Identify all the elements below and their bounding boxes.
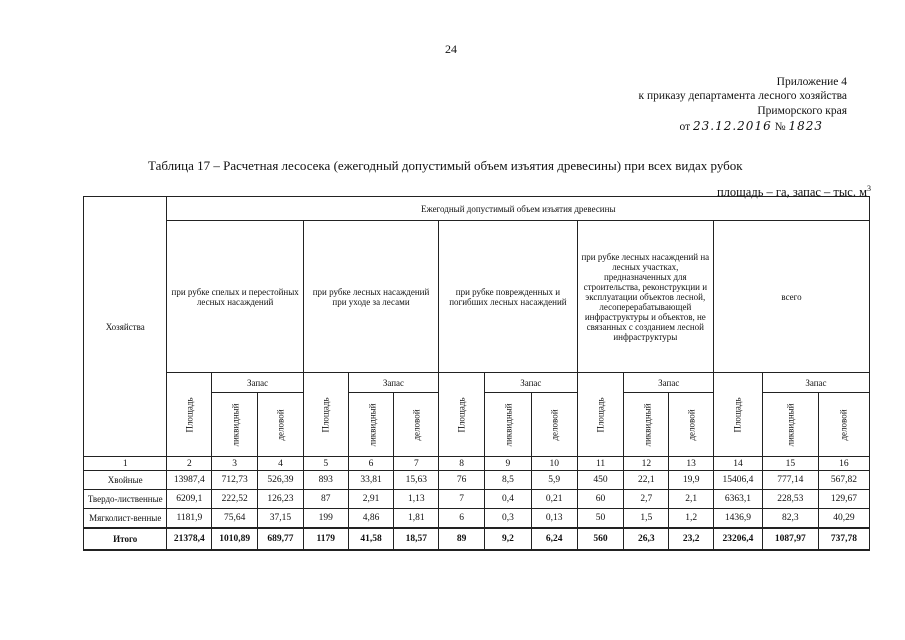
stock-header: Запас (348, 373, 439, 393)
area-header (303, 373, 348, 457)
area-label: Площадь (320, 396, 331, 433)
business-label: деловой (686, 408, 697, 441)
table-cell: 23206,4 (714, 528, 763, 550)
table-cell: 89 (439, 528, 485, 550)
row-label: Твердо-лиственные (84, 490, 167, 509)
page-number: 24 (445, 42, 457, 56)
header-farms: Хозяйства (84, 197, 167, 457)
table-title: Таблица 17 – Расчетная лесосека (ежегодный допустимый объем изъятия древесины) при всех видах рубок (148, 158, 743, 173)
table-cell: 26,3 (624, 528, 669, 550)
total-label: Итого (84, 528, 167, 550)
area-label: Площадь (595, 396, 606, 433)
area-label: Площадь (456, 396, 467, 433)
table-cell: 737,78 (818, 528, 869, 550)
stock-header: Запас (485, 373, 578, 393)
column-number: 2 (167, 457, 212, 471)
table-cell: 8,5 (485, 471, 532, 490)
appendix-region-line: Приморского края (757, 105, 847, 117)
liquid-label: ликвидный (503, 402, 514, 447)
handwritten-date: 23.12.2016 (693, 119, 772, 133)
business-header (669, 393, 714, 457)
stock-header: Запас (624, 373, 714, 393)
table-cell: 0,13 (531, 509, 577, 528)
number-label: № (774, 121, 786, 133)
table-cell: 13987,4 (167, 471, 212, 490)
group-header: при рубке поврежденных и погибших лесных насаждений (439, 221, 577, 373)
units-superscript: 3 (867, 184, 871, 193)
table-cell: 126,23 (258, 490, 304, 509)
table-cell: 560 (577, 528, 624, 550)
column-number-row (84, 457, 870, 471)
column-number: 13 (669, 457, 714, 471)
business-label: деловой (411, 408, 422, 441)
table-body (84, 471, 870, 550)
appendix-title: Приложение 4 (776, 76, 847, 88)
table-cell: 712,73 (212, 471, 258, 490)
table-cell: 7 (439, 490, 485, 509)
table-row (84, 509, 870, 528)
table-cell: 893 (303, 471, 348, 490)
table-cell: 1436,9 (714, 509, 763, 528)
area-label: Площадь (732, 396, 743, 433)
total-row (84, 528, 870, 550)
stock-header: Запас (212, 373, 304, 393)
column-number: 12 (624, 457, 669, 471)
area-label: Площадь (184, 396, 195, 433)
area-header (714, 373, 763, 457)
table-cell: 82,3 (762, 509, 818, 528)
business-label: деловой (549, 408, 560, 441)
business-header (258, 393, 304, 457)
area-header (577, 373, 624, 457)
business-label: деловой (275, 408, 286, 441)
group-header: при рубке лесных насаждений при уходе за лесами (303, 221, 438, 373)
table-cell: 228,53 (762, 490, 818, 509)
forest-cut-table (83, 196, 870, 551)
table-cell: 689,77 (258, 528, 304, 550)
column-number: 8 (439, 457, 485, 471)
liquid-header (348, 393, 394, 457)
table-cell: 6209,1 (167, 490, 212, 509)
stock-header: Запас (762, 373, 869, 393)
table-cell: 450 (577, 471, 624, 490)
table-cell: 1,81 (394, 509, 439, 528)
liquid-header (762, 393, 818, 457)
table-cell: 15,63 (394, 471, 439, 490)
table-cell: 87 (303, 490, 348, 509)
table-cell: 129,67 (818, 490, 869, 509)
column-number: 9 (485, 457, 532, 471)
table-cell: 199 (303, 509, 348, 528)
column-number: 10 (531, 457, 577, 471)
liquid-header (624, 393, 669, 457)
header-main: Ежегодный допустимый объем изъятия древесины (167, 197, 870, 221)
table-cell: 1010,89 (212, 528, 258, 550)
table-cell: 6363,1 (714, 490, 763, 509)
table-cell: 1181,9 (167, 509, 212, 528)
table-cell: 41,58 (348, 528, 394, 550)
table-cell: 2,1 (669, 490, 714, 509)
table-cell: 6,24 (531, 528, 577, 550)
table-cell: 526,39 (258, 471, 304, 490)
table-cell: 23,2 (669, 528, 714, 550)
table-row (84, 490, 870, 509)
table-cell: 222,52 (212, 490, 258, 509)
column-number: 3 (212, 457, 258, 471)
column-number: 1 (84, 457, 167, 471)
table-cell: 777,14 (762, 471, 818, 490)
column-number: 6 (348, 457, 394, 471)
table-cell: 22,1 (624, 471, 669, 490)
table-cell: 1,13 (394, 490, 439, 509)
table-cell: 60 (577, 490, 624, 509)
units-text: площадь – га, запас – тыс. м (716, 185, 867, 200)
column-number: 5 (303, 457, 348, 471)
table-cell: 4,86 (348, 509, 394, 528)
area-header (439, 373, 485, 457)
table-cell: 15406,4 (714, 471, 763, 490)
table-cell: 9,2 (485, 528, 532, 550)
column-number: 14 (714, 457, 763, 471)
table-cell: 2,7 (624, 490, 669, 509)
table-cell: 75,64 (212, 509, 258, 528)
appendix-date-number (680, 119, 824, 133)
business-header (531, 393, 577, 457)
table-cell: 1,2 (669, 509, 714, 528)
column-number: 7 (394, 457, 439, 471)
handwritten-number: 1823 (788, 119, 823, 133)
liquid-label: ликвидный (367, 402, 378, 447)
table-cell: 1179 (303, 528, 348, 550)
group-header: всего (714, 221, 870, 373)
business-label: деловой (838, 408, 849, 441)
table-cell: 76 (439, 471, 485, 490)
table-cell: 0,4 (485, 490, 532, 509)
date-prefix: от (679, 121, 691, 133)
table-cell: 21378,4 (167, 528, 212, 550)
group-header: при рубке лесных насаждений на лесных участках, предназначенных для строительства, реконструкции и эксплуатации объектов лесной, лесоперерабатывающей инфраструктуры и объектов, не связанных с созданием лесной инфраструктуры (577, 221, 713, 373)
column-number: 11 (577, 457, 624, 471)
liquid-label: ликвидный (785, 402, 796, 447)
table-cell: 37,15 (258, 509, 304, 528)
table-cell: 0,3 (485, 509, 532, 528)
table-cell: 19,9 (669, 471, 714, 490)
column-number: 16 (818, 457, 869, 471)
area-header (167, 373, 212, 457)
table-cell: 2,91 (348, 490, 394, 509)
appendix-order-line: к приказу департамента лесного хозяйства (638, 90, 847, 102)
liquid-header (485, 393, 532, 457)
liquid-label: ликвидный (230, 402, 241, 447)
table-cell: 6 (439, 509, 485, 528)
row-label: Хвойные (84, 471, 167, 490)
table-cell: 0,21 (531, 490, 577, 509)
liquid-label: ликвидный (642, 402, 653, 447)
column-number: 4 (258, 457, 304, 471)
table-row (84, 471, 870, 490)
table-cell: 40,29 (818, 509, 869, 528)
table-cell: 33,81 (348, 471, 394, 490)
table-cell: 50 (577, 509, 624, 528)
liquid-header (212, 393, 258, 457)
table-cell: 5,9 (531, 471, 577, 490)
table-cell: 567,82 (818, 471, 869, 490)
business-header (394, 393, 439, 457)
table-cell: 1087,97 (762, 528, 818, 550)
group-header: при рубке спелых и перестойных лесных насаждений (167, 221, 303, 373)
column-number: 15 (762, 457, 818, 471)
business-header (818, 393, 869, 457)
table-cell: 1,5 (624, 509, 669, 528)
table-cell: 18,57 (394, 528, 439, 550)
row-label: Мягколист-венные (84, 509, 167, 528)
